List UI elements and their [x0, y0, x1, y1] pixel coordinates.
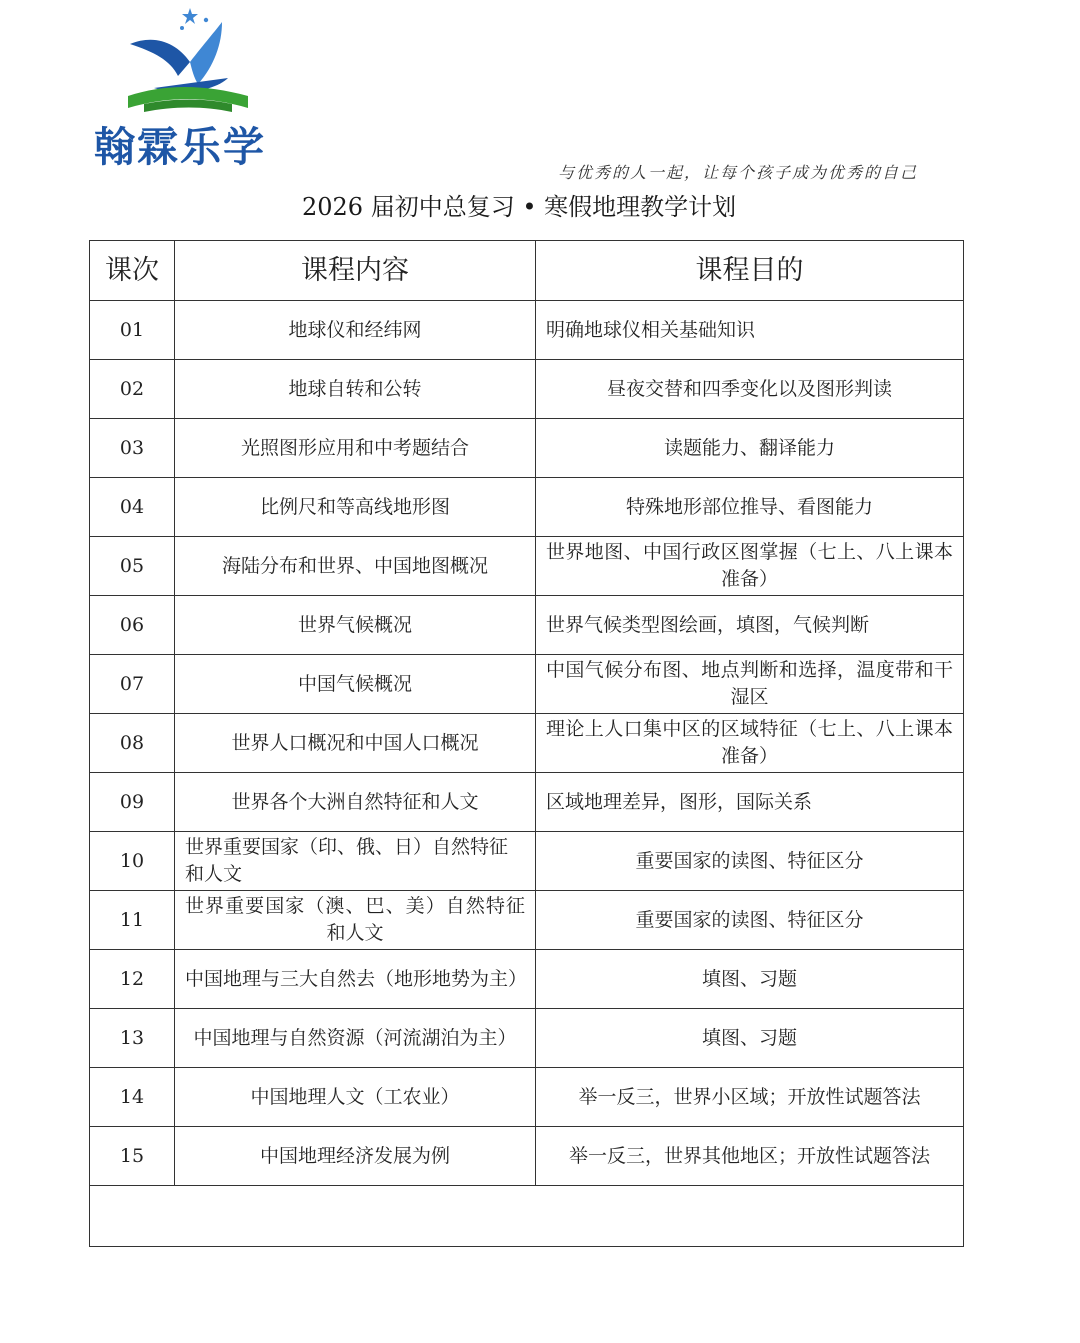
lesson-content: 中国地理与三大自然去（地形地势为主） [175, 950, 536, 1009]
lesson-content: 光照图形应用和中考题结合 [175, 419, 536, 478]
lesson-content: 世界气候概况 [175, 596, 536, 655]
table-row [90, 1068, 964, 1127]
lesson-number: 09 [90, 773, 175, 832]
lesson-number: 07 [90, 655, 175, 714]
lesson-goal: 读题能力、翻译能力 [536, 419, 964, 478]
lesson-number: 06 [90, 596, 175, 655]
lesson-content: 世界重要国家（澳、巴、美）自然特征和人文 [175, 891, 536, 950]
lesson-content: 地球仪和经纬网 [175, 301, 536, 360]
lesson-content: 中国地理与自然资源（河流湖泊为主） [175, 1009, 536, 1068]
table-row [90, 950, 964, 1009]
lesson-content: 世界人口概况和中国人口概况 [175, 714, 536, 773]
lesson-number: 05 [90, 537, 175, 596]
page-title: 2026 届初中总复习 • 寒假地理教学计划 [302, 193, 737, 221]
lesson-content: 中国地理人文（工农业） [175, 1068, 536, 1127]
lesson-number: 03 [90, 419, 175, 478]
lesson-number: 15 [90, 1127, 175, 1186]
lesson-goal: 重要国家的读图、特征区分 [536, 891, 964, 950]
table-row [90, 301, 964, 360]
lesson-goal: 明确地球仪相关基础知识 [536, 301, 964, 360]
table-row [90, 419, 964, 478]
lesson-number: 13 [90, 1009, 175, 1068]
header-content: 课程内容 [175, 241, 536, 301]
lesson-number: 02 [90, 360, 175, 419]
header-goal: 课程目的 [536, 241, 964, 301]
lesson-number: 10 [90, 832, 175, 891]
lesson-number: 14 [90, 1068, 175, 1127]
lesson-content: 中国气候概况 [175, 655, 536, 714]
lesson-plan-table [89, 240, 964, 1247]
lesson-number: 01 [90, 301, 175, 360]
lesson-content: 海陆分布和世界、中国地图概况 [175, 537, 536, 596]
table-row-empty [90, 1186, 964, 1247]
table-row [90, 714, 964, 773]
lesson-goal: 中国气候分布图、地点判断和选择，温度带和干湿区 [536, 655, 964, 714]
table-row [90, 1009, 964, 1068]
lesson-goal: 世界地图、中国行政区图掌握（七上、八上课本准备） [536, 537, 964, 596]
lesson-goal: 举一反三，世界小区域；开放性试题答法 [536, 1068, 964, 1127]
table-header-row [90, 241, 964, 301]
lesson-content: 中国地理经济发展为例 [175, 1127, 536, 1186]
table-row [90, 891, 964, 950]
lesson-goal: 填图、习题 [536, 950, 964, 1009]
table-row [90, 655, 964, 714]
lesson-goal: 举一反三，世界其他地区；开放性试题答法 [536, 1127, 964, 1186]
lesson-goal: 理论上人口集中区的区域特征（七上、八上课本准备） [536, 714, 964, 773]
table-row [90, 537, 964, 596]
brand-logo [94, 4, 294, 169]
lesson-number: 04 [90, 478, 175, 537]
lesson-goal: 填图、习题 [536, 1009, 964, 1068]
table-row [90, 478, 964, 537]
logo-emblem-icon [124, 4, 264, 116]
lesson-goal: 区域地理差异，图形，国际关系 [536, 773, 964, 832]
lesson-content: 世界重要国家（印、俄、日）自然特征和人文 [175, 832, 536, 891]
table-row [90, 773, 964, 832]
brand-slogan: 与优秀的人一起，让每个孩子成为优秀的自己 [558, 163, 919, 182]
lesson-goal: 重要国家的读图、特征区分 [536, 832, 964, 891]
lesson-content: 世界各个大洲自然特征和人文 [175, 773, 536, 832]
lesson-number: 11 [90, 891, 175, 950]
lesson-goal: 昼夜交替和四季变化以及图形判读 [536, 360, 964, 419]
lesson-number: 08 [90, 714, 175, 773]
lesson-content: 比例尺和等高线地形图 [175, 478, 536, 537]
table-row [90, 1127, 964, 1186]
empty-cell [90, 1186, 964, 1247]
lesson-goal: 世界气候类型图绘画，填图，气候判断 [536, 596, 964, 655]
table-row [90, 360, 964, 419]
table-row [90, 832, 964, 891]
lesson-number: 12 [90, 950, 175, 1009]
header-lesson: 课次 [90, 241, 175, 301]
table-row [90, 596, 964, 655]
brand-name: 翰霖乐学 [94, 123, 266, 171]
lesson-goal: 特殊地形部位推导、看图能力 [536, 478, 964, 537]
lesson-content: 地球自转和公转 [175, 360, 536, 419]
